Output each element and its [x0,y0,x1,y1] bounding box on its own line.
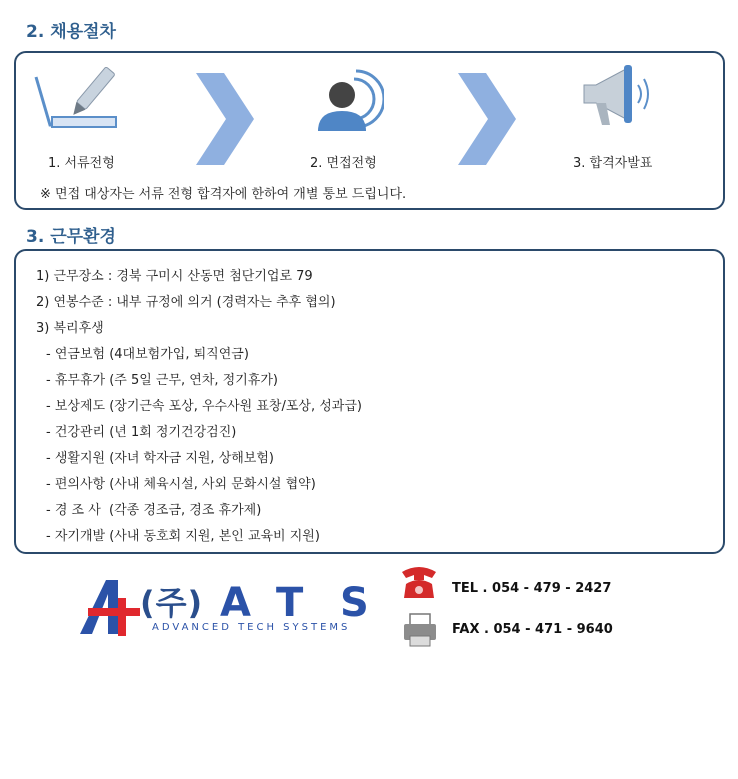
telephone-icon [398,562,440,602]
environment-box [14,249,725,554]
chevron-right-icon [458,73,518,165]
welfare-item: - 휴무휴가 (주 5일 근무, 연차, 정기휴가) [46,373,278,388]
welfare-item: - 경 조 사 (각종 경조금, 경조 휴가제) [46,503,262,518]
interview-person-icon [312,65,384,137]
interview-notice: ※ 면접 대상자는 서류 전형 합격자에 한하여 개별 통보 드립니다. [40,187,407,202]
environment-section-title: 3. 근무환경 [26,227,116,247]
welfare-item: - 건강관리 (년 1회 정기건강검진) [46,425,237,440]
step-label-interview: 2. 면접전형 [310,156,377,171]
process-section-title: 2. 채용절차 [26,22,116,42]
logo-letter-t: T [276,580,304,626]
company-logo [80,574,390,644]
telephone-number: TEL . 054 - 479 - 2427 [452,581,612,596]
ats-logo-mark-icon [80,580,142,636]
step-label-document: 1. 서류전형 [48,156,115,171]
welfare-item: - 생활지원 (자녀 학자금 지원, 상해보험) [46,451,274,466]
fax-machine-icon [402,612,438,648]
welfare-item: - 연금보험 (4대보험가입, 퇴직연금) [46,347,249,362]
logo-corporation-mark: (주) [140,584,204,622]
fax-number: FAX . 054 - 471 - 9640 [452,622,613,637]
logo-tagline: ADVANCED TECH SYSTEMS [152,622,351,633]
welfare-heading: 3) 복리후생 [36,321,104,336]
welfare-item: - 편의사항 (사내 체육시설, 사외 문화시설 협약) [46,477,316,492]
document-writing-icon [32,67,122,139]
work-location: 1) 근무장소 : 경북 구미시 산동면 첨단기업로 79 [36,269,313,284]
salary-level: 2) 연봉수준 : 내부 규정에 의거 (경력자는 추후 협의) [36,295,336,310]
process-box [14,51,725,210]
chevron-right-icon [196,73,256,165]
logo-letter-s: S [340,580,369,626]
welfare-item: - 자기개발 (사내 동호회 지원, 본인 교육비 지원) [46,529,320,544]
megaphone-icon [582,63,654,129]
welfare-item: - 보상제도 (장기근속 포상, 우수사원 표창/포상, 성과급) [46,399,362,414]
logo-letter-a: A [220,580,251,626]
step-label-announcement: 3. 합격자발표 [573,156,653,171]
